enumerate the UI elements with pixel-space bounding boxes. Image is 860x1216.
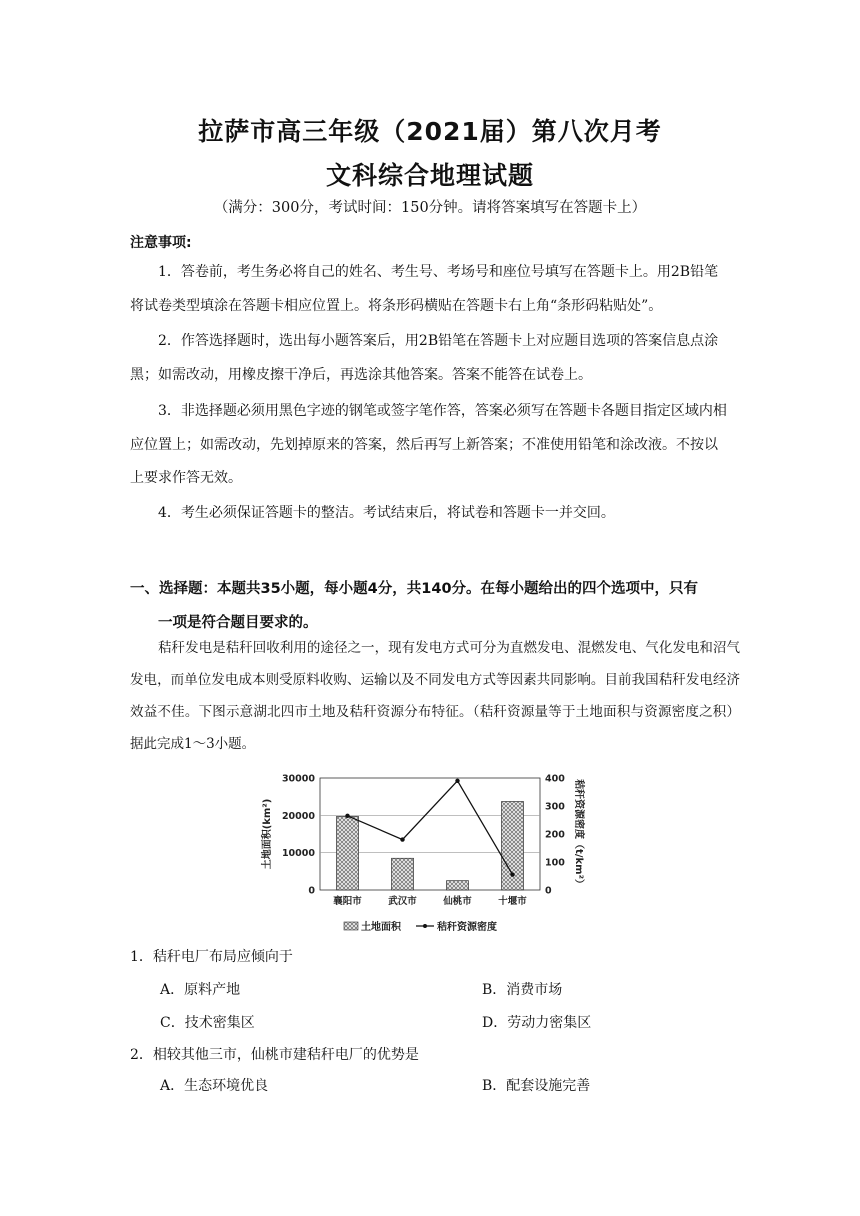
question-1-stem: 1．秸秆电厂布局应倾向于 bbox=[130, 949, 293, 965]
density-point bbox=[455, 779, 459, 783]
legend-bar-label: 土地面积 bbox=[361, 922, 401, 933]
section-heading-line1: 一、选择题：本题共35小题，每小题4分，共140分。在每小题给出的四个选项中，只有 bbox=[130, 581, 699, 597]
question-2-stem: 2．相较其他三市，仙桃市建秸秆电厂的优势是 bbox=[130, 1047, 419, 1063]
y-tick-label-right: 300 bbox=[545, 801, 565, 813]
legend-bar-swatch bbox=[344, 922, 358, 930]
y-tick-label-right: 200 bbox=[545, 829, 565, 841]
legend-line-label: 秸秆资源密度 bbox=[437, 922, 497, 933]
question-1-option-d[interactable]: D．劳动力密集区 bbox=[482, 1015, 592, 1031]
y-tick-label-right: 100 bbox=[545, 857, 565, 869]
density-point bbox=[510, 872, 514, 876]
question-1-option-c[interactable]: C．技术密集区 bbox=[160, 1015, 255, 1031]
y-axis-label-left: 土地面积(km²) bbox=[262, 798, 273, 870]
y-tick-label-left: 30000 bbox=[281, 773, 315, 785]
x-tick-label: 襄阳市 bbox=[333, 896, 362, 907]
notice-item bbox=[130, 325, 730, 392]
section-heading bbox=[130, 572, 740, 640]
bar bbox=[392, 858, 414, 890]
chart-svg bbox=[258, 766, 598, 938]
notice-item bbox=[130, 256, 730, 323]
y-tick-label-left: 20000 bbox=[281, 810, 315, 822]
density-point bbox=[400, 837, 404, 841]
bar bbox=[337, 816, 359, 890]
notice-text: 1．答卷前，考生务必将自己的姓名、考生号、考场号和座位号填写在答题卡上。用2B铅笔将试卷类型填涂在答题卡相应位置上。将条形码横贴在答题卡右上角“条形码粘贴处”。 bbox=[130, 264, 719, 314]
y-axis-label-right: 秸秆资源密度（t/km²） bbox=[573, 779, 584, 889]
exam-title: 拉萨市高三年级（2021届）第八次月考 bbox=[198, 117, 662, 146]
x-tick-label: 十堰市 bbox=[498, 896, 527, 907]
notice-text: 3．非选择题必须用黑色字迹的钢笔或签字笔作答，答案必须写在答题卡各题目指定区域内相应位置上；如需改动，先划掉原来的答案，然后再写上新答案；不准使用铅笔和涂改液。不按以上要求作答无效。 bbox=[130, 403, 727, 486]
y-tick-label-left: 10000 bbox=[281, 848, 315, 860]
notice-item bbox=[130, 497, 730, 531]
exam-info: （满分：300分，考试时间：150分钟。请将答案填写在答题卡上） bbox=[213, 200, 647, 216]
chart-line bbox=[345, 779, 514, 877]
question-1-option-a[interactable]: A．原料产地 bbox=[160, 982, 241, 998]
notice-text: 2．作答选择题时，选出每小题答案后，用2B铅笔在答题卡上对应题目选项的答案信息点涂黑；如需改动，用橡皮擦干净后，再选涂其他答案。答案不能答在试卷上。 bbox=[130, 333, 719, 383]
passage-text: 秸秆发电是秸秆回收利用的途径之一，现有发电方式可分为直燃发电、混燃发电、气化发电和沼气发电，而单位发电成本则受原料收购、运输以及不同发电方式等因素共同影响。目前我国秸秆发电经济效益不佳。下图示意湖北四市土地及秸秆资源分布特征。（秸秆资源量等于土地面积与资源密度之积）据此完成1～3小题。 bbox=[130, 640, 740, 752]
question-1-option-b[interactable]: B．消费市场 bbox=[482, 982, 563, 998]
exam-subject-title: 文科综合地理试题 bbox=[325, 161, 534, 190]
x-tick-label: 武汉市 bbox=[388, 896, 417, 907]
y-tick-label-left: 0 bbox=[308, 885, 315, 897]
notice-item bbox=[130, 395, 730, 496]
x-tick-label: 仙桃市 bbox=[443, 896, 472, 907]
section-heading-line2: 一项是符合题目要求的。 bbox=[158, 615, 318, 631]
bar bbox=[447, 881, 469, 890]
notice-heading: 注意事项: bbox=[130, 235, 192, 251]
notice-text: 4．考生必须保证答题卡的整洁。考试结束后，将试卷和答题卡一并交回。 bbox=[158, 505, 615, 521]
legend-line-marker bbox=[423, 924, 427, 928]
y-tick-label-right: 0 bbox=[545, 885, 552, 897]
question-2-option-a[interactable]: A．生态环境优良 bbox=[160, 1078, 269, 1094]
y-tick-label-right: 400 bbox=[545, 773, 565, 785]
density-point bbox=[345, 814, 349, 818]
chart-legend bbox=[344, 920, 497, 933]
question-2-option-b[interactable]: B．配套设施完善 bbox=[482, 1078, 591, 1094]
density-line bbox=[348, 781, 513, 875]
land-straw-chart bbox=[258, 766, 598, 938]
reading-passage bbox=[130, 632, 740, 760]
